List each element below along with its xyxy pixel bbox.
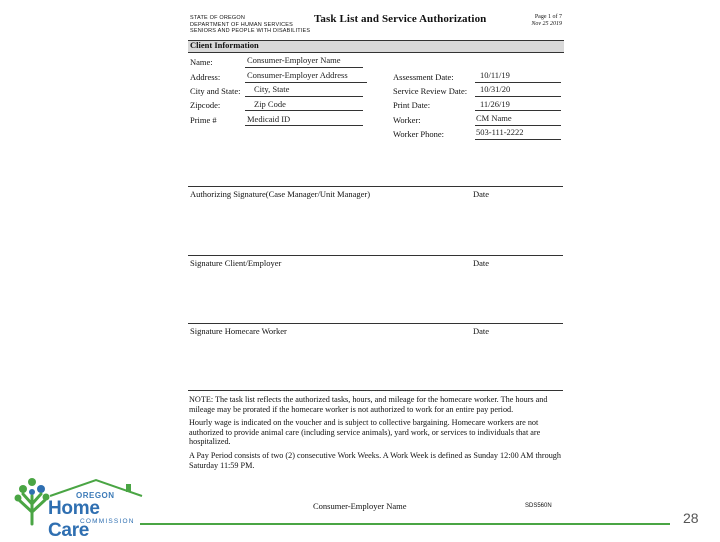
value-medicaid-id: Medicaid ID [247,114,291,124]
underline [245,110,363,111]
footer-consumer-name: Consumer-Employer Name [313,501,407,511]
underline [475,82,561,83]
logo-oregon-text: OREGON [76,491,115,500]
agency-line: STATE OF OREGON [190,15,246,21]
label-worker-phone: Worker Phone: [393,129,445,139]
worker-signature-label: Signature Homecare Worker [190,326,287,336]
notes-block [189,395,562,470]
underline [475,139,561,140]
label-assessment-date: Assessment Date: [393,72,454,82]
value-print-date: 11/26/19 [480,99,510,109]
signature-rule [188,186,563,187]
agency-header [190,15,310,35]
label-name: Name: [190,57,213,67]
label-print-date: Print Date: [393,100,431,110]
page-number: Page 1 of 7 [534,14,562,20]
authorizing-date-label: Date [473,189,490,199]
label-service-review-date: Service Review Date: [393,86,468,96]
tree-icon [12,474,52,526]
value-name: Consumer-Employer Name [247,55,341,65]
authorizing-signature-label: Authorizing Signature(Case Manager/Unit Manager) [190,189,371,199]
value-address: Consumer-Employer Address [247,70,348,80]
footer-divider [140,523,670,525]
logo-home-care-text: Home Care [48,498,100,541]
slide-number: 28 [683,510,699,526]
underline [475,125,561,126]
logo-commission-text: COMMISSION [80,518,135,525]
value-assessment-date: 10/11/19 [480,70,510,80]
value-city-state: City, State [254,84,290,94]
note-paragraph: A Pay Period consists of two (2) consecutive Work Weeks. A Work Week is defined as Sunday 12:00 AM through Saturday 11:59 PM. [189,450,561,470]
underline [475,96,561,97]
agency-line: DEPARTMENT OF HUMAN SERVICES [190,21,293,28]
label-zipcode: Zipcode: [190,100,221,110]
worker-date-label: Date [473,326,490,336]
form-code: SDS560N [525,503,552,509]
underline [245,82,367,83]
label-worker: Worker: [393,115,421,125]
underline [245,67,363,68]
label-city-state: City and State: [190,86,241,96]
client-info-title: Client Information [190,40,259,50]
underline [475,110,561,111]
signature-rule [188,255,563,256]
page-meta [490,14,562,28]
underline [245,125,363,126]
value-zipcode: Zip Code [254,99,286,109]
note-paragraph: Hourly wage is indicated on the voucher and is subject to collective bargaining. Homecare workers are not authorized to provide animal care (including service animals), yard work, or services to individuals that are hospitalized. [189,418,541,447]
value-worker-phone: 503-111-2222 [476,127,524,137]
signature-rule [188,323,563,324]
agency-line: SENIORS AND PEOPLE WITH DISABILITIES [190,28,311,34]
value-service-review-date: 10/31/20 [480,84,511,94]
value-worker: CM Name [476,113,512,123]
page-title: Task List and Service Authorization [314,13,487,25]
label-address: Address: [190,72,221,82]
oregon-home-care-logo [12,474,142,541]
label-prime: Prime # [190,115,217,125]
client-signature-label: Signature Client/Employer [190,258,282,268]
client-date-label: Date [473,258,490,268]
print-date-header: Nov 25 2019 [531,21,562,27]
note-paragraph: NOTE: The task list reflects the authorized tasks, hours, and mileage for the homecare worker. The hours and mileage may be prorated if the homecare worker is not authorized to work for an entire pay period. [189,395,548,414]
underline [245,96,363,97]
notes-rule [188,390,563,391]
client-info-header [188,40,564,53]
